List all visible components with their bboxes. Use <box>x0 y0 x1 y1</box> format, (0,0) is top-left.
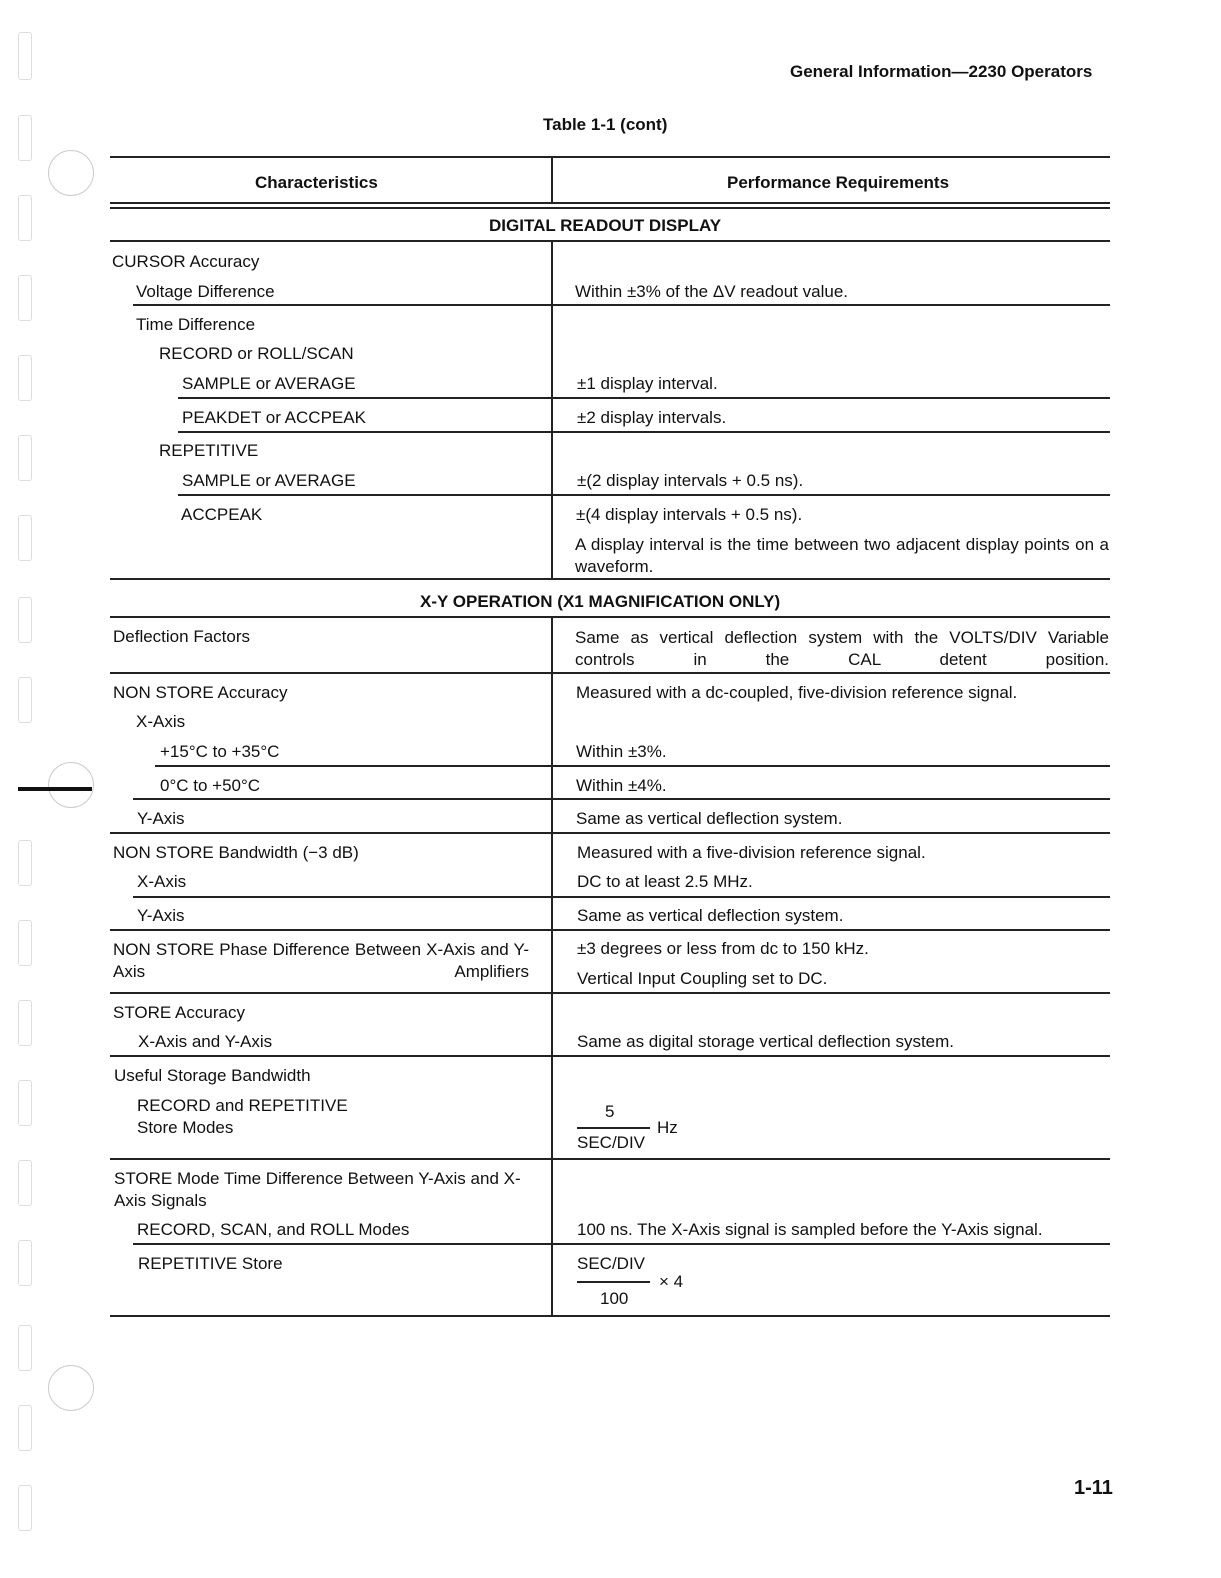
usb-fraction-numerator: 5 <box>605 1102 615 1121</box>
peakdet-label: PEAKDET or ACCPEAK <box>182 408 366 427</box>
store-accuracy-label: STORE Accuracy <box>113 1003 245 1022</box>
sample-average-req-2: ±(2 display intervals + 0.5 ns). <box>577 471 804 490</box>
temp-range-1-req: Within ±3%. <box>576 742 667 761</box>
xy-axis-label: X-Axis and Y-Axis <box>138 1032 273 1051</box>
accpeak-label: ACCPEAK <box>181 505 263 524</box>
accpeak-req: ±(4 display intervals + 0.5 ns). <box>576 505 803 524</box>
y-axis-label-1: Y-Axis <box>137 809 185 828</box>
sample-average-label-2: SAMPLE or AVERAGE <box>182 471 356 490</box>
x-axis-label-2: X-Axis <box>137 872 187 891</box>
deflection-factors-req: Same as vertical deflection system with the VOLTS/DIV Variable controls in the CAL detent position. <box>575 628 1109 669</box>
phase-difference-req-1: ±3 degrees or less from dc to 150 kHz. <box>577 939 869 958</box>
repetitive-store-label: REPETITIVE Store <box>138 1254 283 1273</box>
section-title-digital-readout: DIGITAL READOUT DISPLAY <box>489 216 722 235</box>
store-time-difference-label: STORE Mode Time Difference Between Y-Axis and X-Axis Signals <box>114 1169 521 1210</box>
record-scan-roll-label: RECORD, SCAN, and ROLL Modes <box>137 1220 410 1239</box>
voltage-difference-req: Within ±3% of the ΔV readout value. <box>575 282 848 301</box>
running-title: General Information—2230 Operators <box>790 62 1093 81</box>
repetitive-label: REPETITIVE <box>159 441 259 460</box>
rep-fraction-bar <box>577 1281 650 1283</box>
usb-fraction-denominator: SEC/DIV <box>577 1133 646 1152</box>
page-number: 1-11 <box>1074 1477 1113 1499</box>
sample-average-label-1: SAMPLE or AVERAGE <box>182 374 356 393</box>
record-scan-roll-req: 100 ns. The X-Axis signal is sampled before the Y-Axis signal. <box>577 1220 1043 1239</box>
deflection-factors-label: Deflection Factors <box>113 627 250 646</box>
non-store-accuracy-label: NON STORE Accuracy <box>113 683 288 702</box>
peakdet-req: ±2 display intervals. <box>577 408 727 427</box>
x-axis-req-2: DC to at least 2.5 MHz. <box>577 872 753 891</box>
voltage-difference-label: Voltage Difference <box>136 282 275 301</box>
y-axis-req-2: Same as vertical deflection system. <box>577 906 844 925</box>
usb-unit: Hz <box>657 1118 678 1137</box>
section-title-xy-operation: X-Y OPERATION (X1 MAGNIFICATION ONLY) <box>420 592 781 611</box>
display-interval-note: A display interval is the time between two adjacent display points on a waveform. <box>575 535 1109 576</box>
x-axis-label-1: X-Axis <box>136 712 186 731</box>
y-axis-req-1: Same as vertical deflection system. <box>576 809 843 828</box>
cursor-accuracy-label: CURSOR Accuracy <box>112 252 260 271</box>
table-caption: Table 1-1 (cont) <box>543 115 668 134</box>
phase-difference-label: NON STORE Phase Difference Between X-Axis and Y-Axis Amplifiers <box>113 940 529 981</box>
temp-range-2-label: 0°C to +50°C <box>160 776 261 795</box>
time-difference-label: Time Difference <box>136 315 256 334</box>
record-repetitive-label: RECORD and REPETITIVE <box>137 1096 348 1115</box>
non-store-bandwidth-label: NON STORE Bandwidth (−3 dB) <box>113 843 359 862</box>
y-axis-label-2: Y-Axis <box>137 906 185 925</box>
column-header-characteristics: Characteristics <box>255 173 378 192</box>
non-store-bandwidth-req: Measured with a five-division reference signal. <box>577 843 926 862</box>
column-header-performance: Performance Requirements <box>727 173 950 192</box>
sample-average-req-1: ±1 display interval. <box>577 374 718 393</box>
record-roll-scan-label: RECORD or ROLL/SCAN <box>159 344 354 363</box>
non-store-accuracy-req: Measured with a dc-coupled, five-division reference signal. <box>576 683 1018 702</box>
rep-fraction-denominator: 100 <box>600 1289 629 1308</box>
phase-difference-req-2: Vertical Input Coupling set to DC. <box>577 969 828 988</box>
usb-fraction-bar <box>577 1127 650 1129</box>
useful-storage-bandwidth-label: Useful Storage Bandwidth <box>114 1066 311 1085</box>
temp-range-2-req: Within ±4%. <box>576 776 667 795</box>
rep-fraction-numerator: SEC/DIV <box>577 1254 646 1273</box>
rep-multiplier: × 4 <box>659 1272 684 1291</box>
store-modes-label: Store Modes <box>137 1118 234 1137</box>
xy-axis-req: Same as digital storage vertical deflection system. <box>577 1032 955 1051</box>
temp-range-1-label: +15°C to +35°C <box>160 742 280 761</box>
